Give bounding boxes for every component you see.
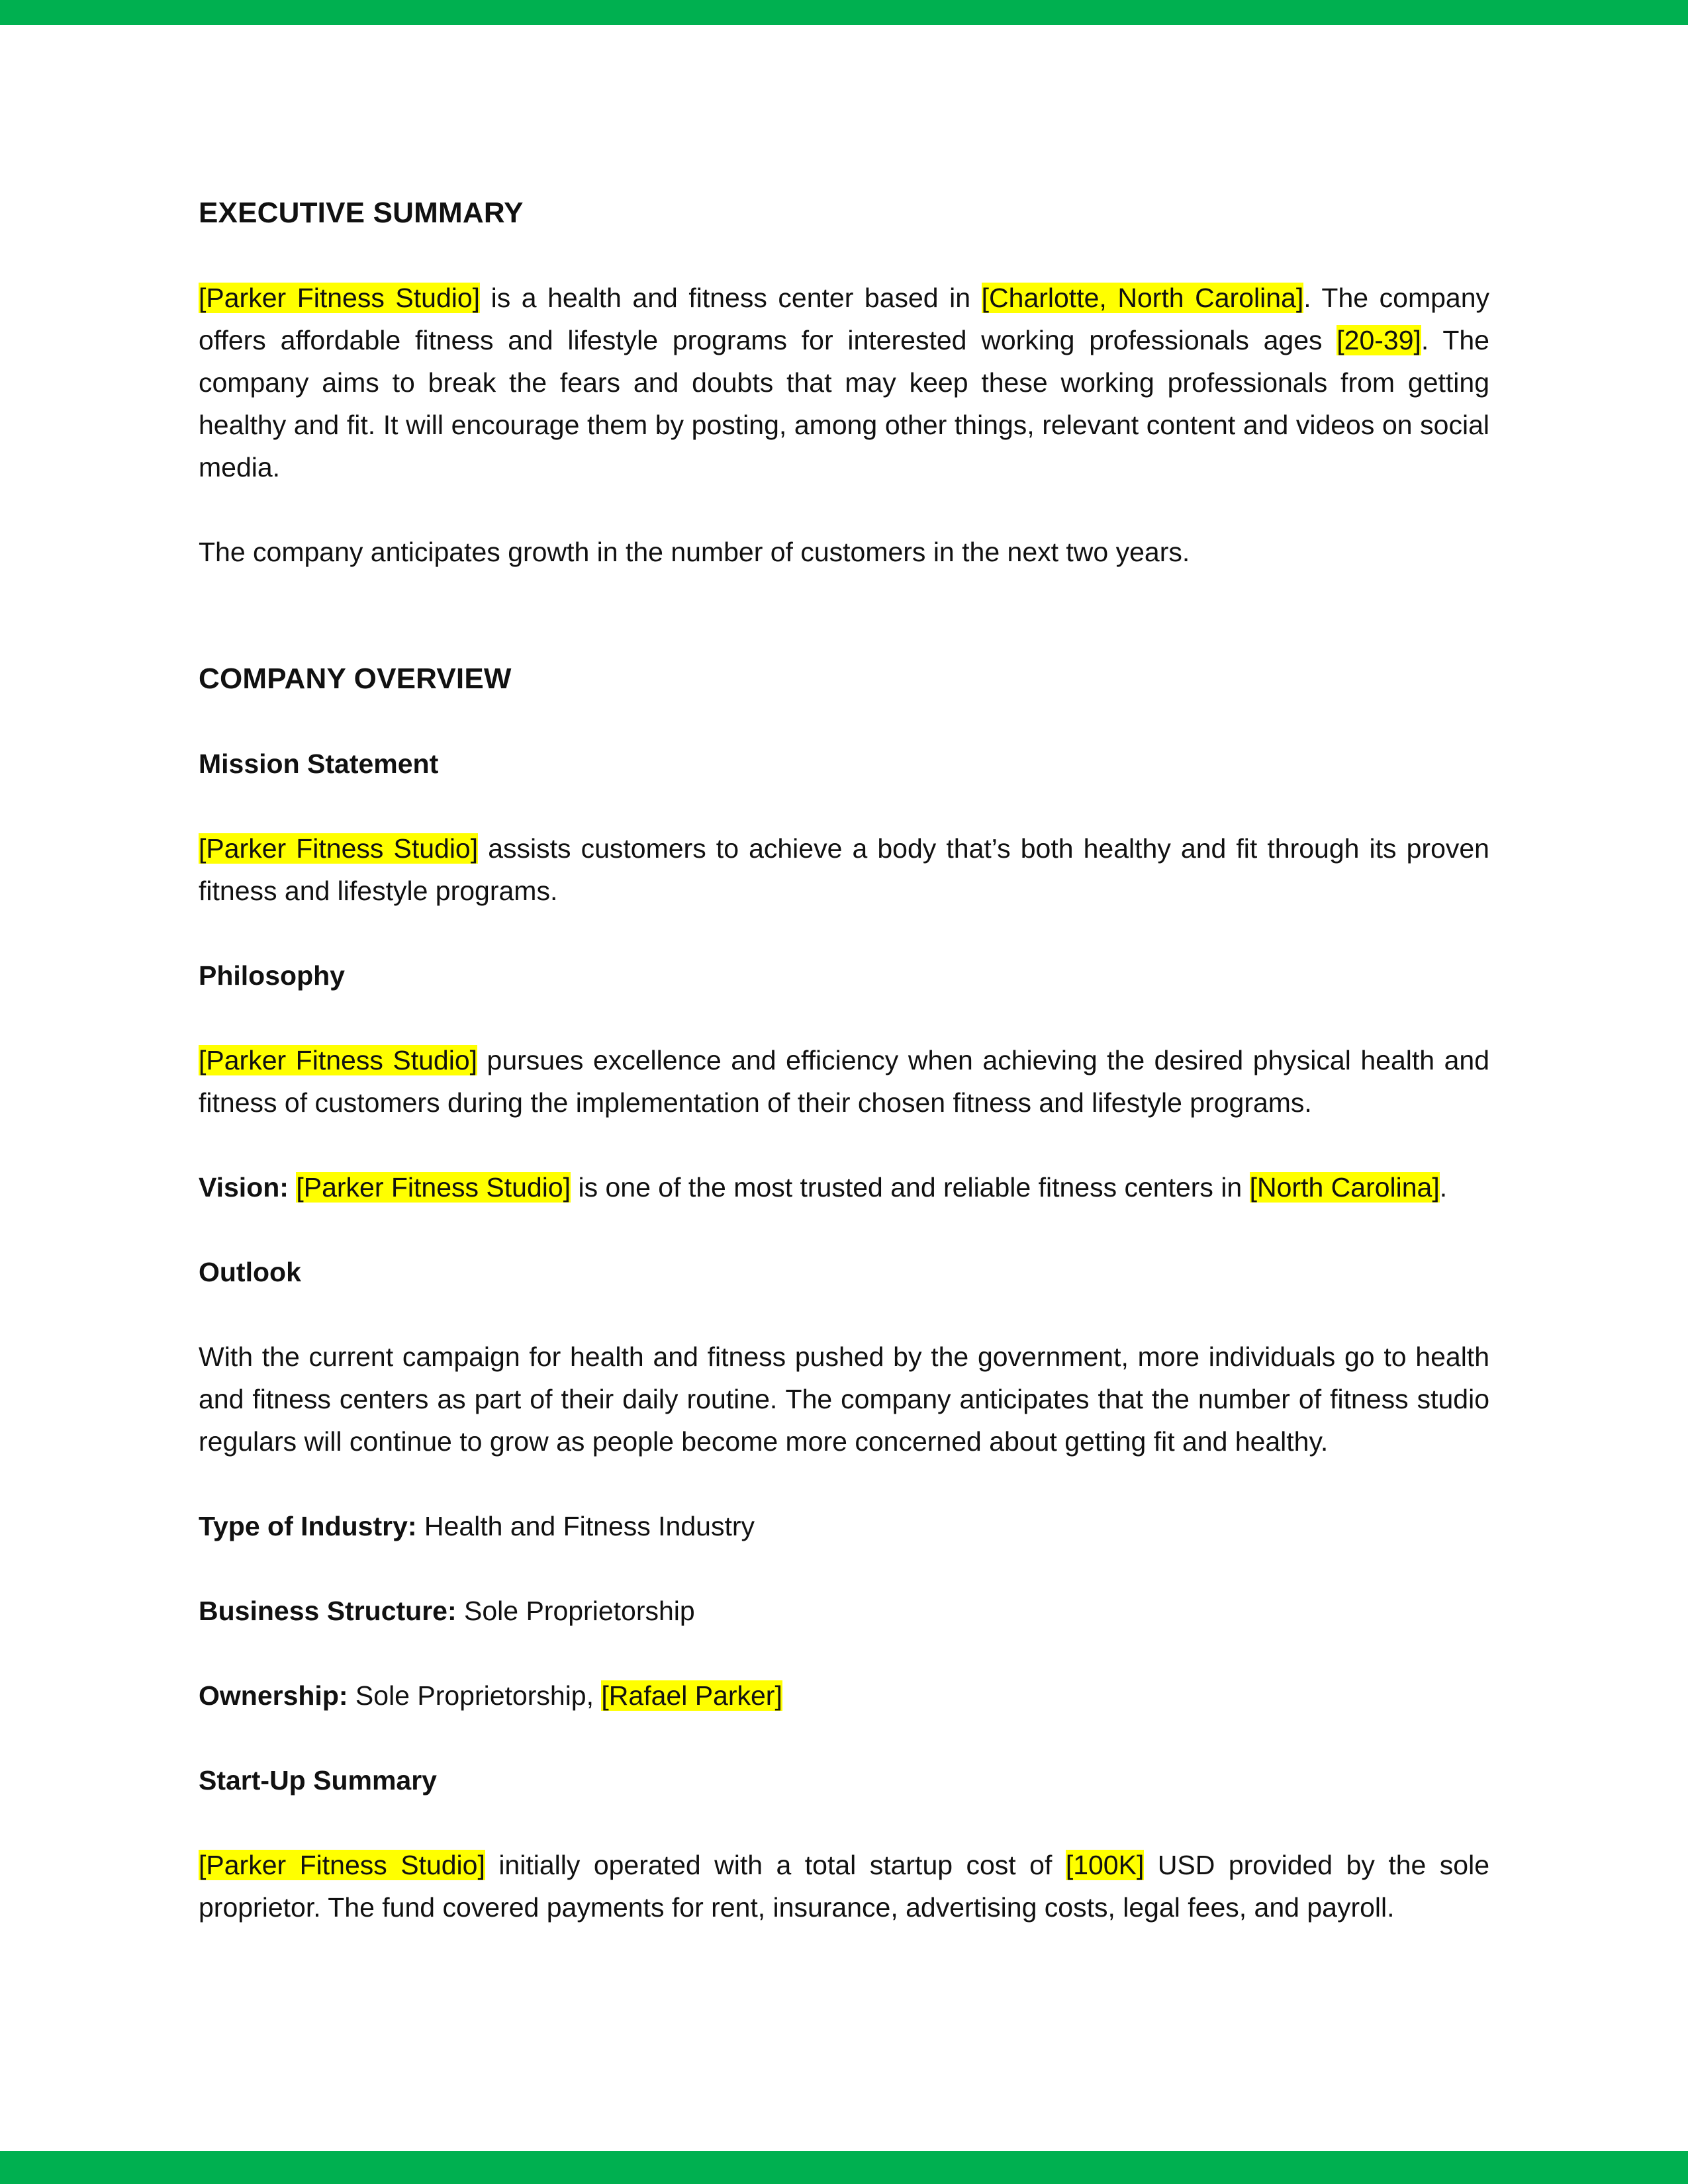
- business-structure-line: [199, 1590, 1489, 1632]
- text-run: . The company offers affordable fitness and lifestyle programs for interested working professionals ages: [199, 283, 1490, 355]
- executive-summary-paragraph: [199, 277, 1489, 488]
- growth-paragraph: The company anticipates growth in the number of customers in the next two years.: [199, 537, 1190, 567]
- ownership-value: Sole Proprietorship,: [348, 1680, 602, 1711]
- company-overview-title: COMPANY OVERVIEW: [199, 662, 512, 695]
- state-placeholder: [North Carolina]: [1249, 1172, 1440, 1203]
- text-run: is a health and fitness center based in: [480, 283, 982, 313]
- text-run: . The company aims to break the fears and doubts that may keep these working professionals from getting healthy and fit. It will encourage them by posting, among other things, relevant content and videos on social media.: [199, 325, 1489, 482]
- text-run: initially operated with a total startup cost of: [485, 1850, 1066, 1880]
- owner-name-placeholder: [Rafael Parker]: [601, 1680, 782, 1711]
- business-structure-label: Business Structure:: [199, 1596, 457, 1626]
- ages-placeholder: [20-39]: [1336, 325, 1421, 355]
- startup-summary-heading: Start-Up Summary: [199, 1765, 437, 1796]
- industry-line: [199, 1505, 1489, 1547]
- bottom-accent-bar: [0, 2151, 1688, 2184]
- document-body: [199, 192, 1489, 1929]
- company-name-placeholder: [Parker Fitness Studio]: [199, 283, 481, 313]
- industry-label: Type of Industry:: [199, 1511, 417, 1541]
- text-run: USD provided by the sole proprietor. The fund covered payments for rent, insurance, advertising costs, legal fees, and payroll.: [199, 1850, 1489, 1923]
- mission-statement-paragraph: [199, 827, 1489, 912]
- startup-cost-placeholder: [100K]: [1065, 1850, 1145, 1880]
- philosophy-heading: Philosophy: [199, 960, 345, 991]
- industry-value: Health and Fitness Industry: [416, 1511, 755, 1541]
- business-structure-value: Sole Proprietorship: [456, 1596, 695, 1626]
- ownership-label: Ownership:: [199, 1680, 348, 1711]
- vision-paragraph: [199, 1166, 1489, 1208]
- outlook-heading: Outlook: [199, 1257, 301, 1287]
- text-run: pursues excellence and efficiency when achieving the desired physical health and fitness of customers during the implementation of their chosen fitness and lifestyle programs.: [199, 1045, 1489, 1118]
- startup-summary-paragraph: [199, 1844, 1489, 1929]
- text-run: .: [1439, 1172, 1448, 1203]
- vision-label: Vision:: [199, 1172, 289, 1203]
- company-name-placeholder: [Parker Fitness Studio]: [199, 1045, 478, 1075]
- company-name-placeholder: [Parker Fitness Studio]: [296, 1172, 571, 1203]
- executive-summary-title: EXECUTIVE SUMMARY: [199, 197, 524, 229]
- location-placeholder: [Charlotte, North Carolina]: [981, 283, 1304, 313]
- ownership-line: [199, 1674, 1489, 1717]
- company-name-placeholder: [Parker Fitness Studio]: [199, 1850, 485, 1880]
- mission-statement-heading: Mission Statement: [199, 749, 439, 779]
- text-run: assists customers to achieve a body that’s both healthy and fit through its proven fitness and lifestyle programs.: [199, 833, 1489, 906]
- text-run: is one of the most trusted and reliable fitness centers in: [571, 1172, 1250, 1203]
- outlook-paragraph: With the current campaign for health and fitness pushed by the government, more individuals go to health and fitness centers as part of their daily routine. The company anticipates that the number of fitness studio regulars will continue to grow as people become more concerned about getting fit and healthy.: [199, 1342, 1489, 1457]
- company-name-placeholder: [Parker Fitness Studio]: [199, 833, 479, 864]
- top-accent-bar: [0, 0, 1688, 25]
- philosophy-paragraph: [199, 1039, 1489, 1124]
